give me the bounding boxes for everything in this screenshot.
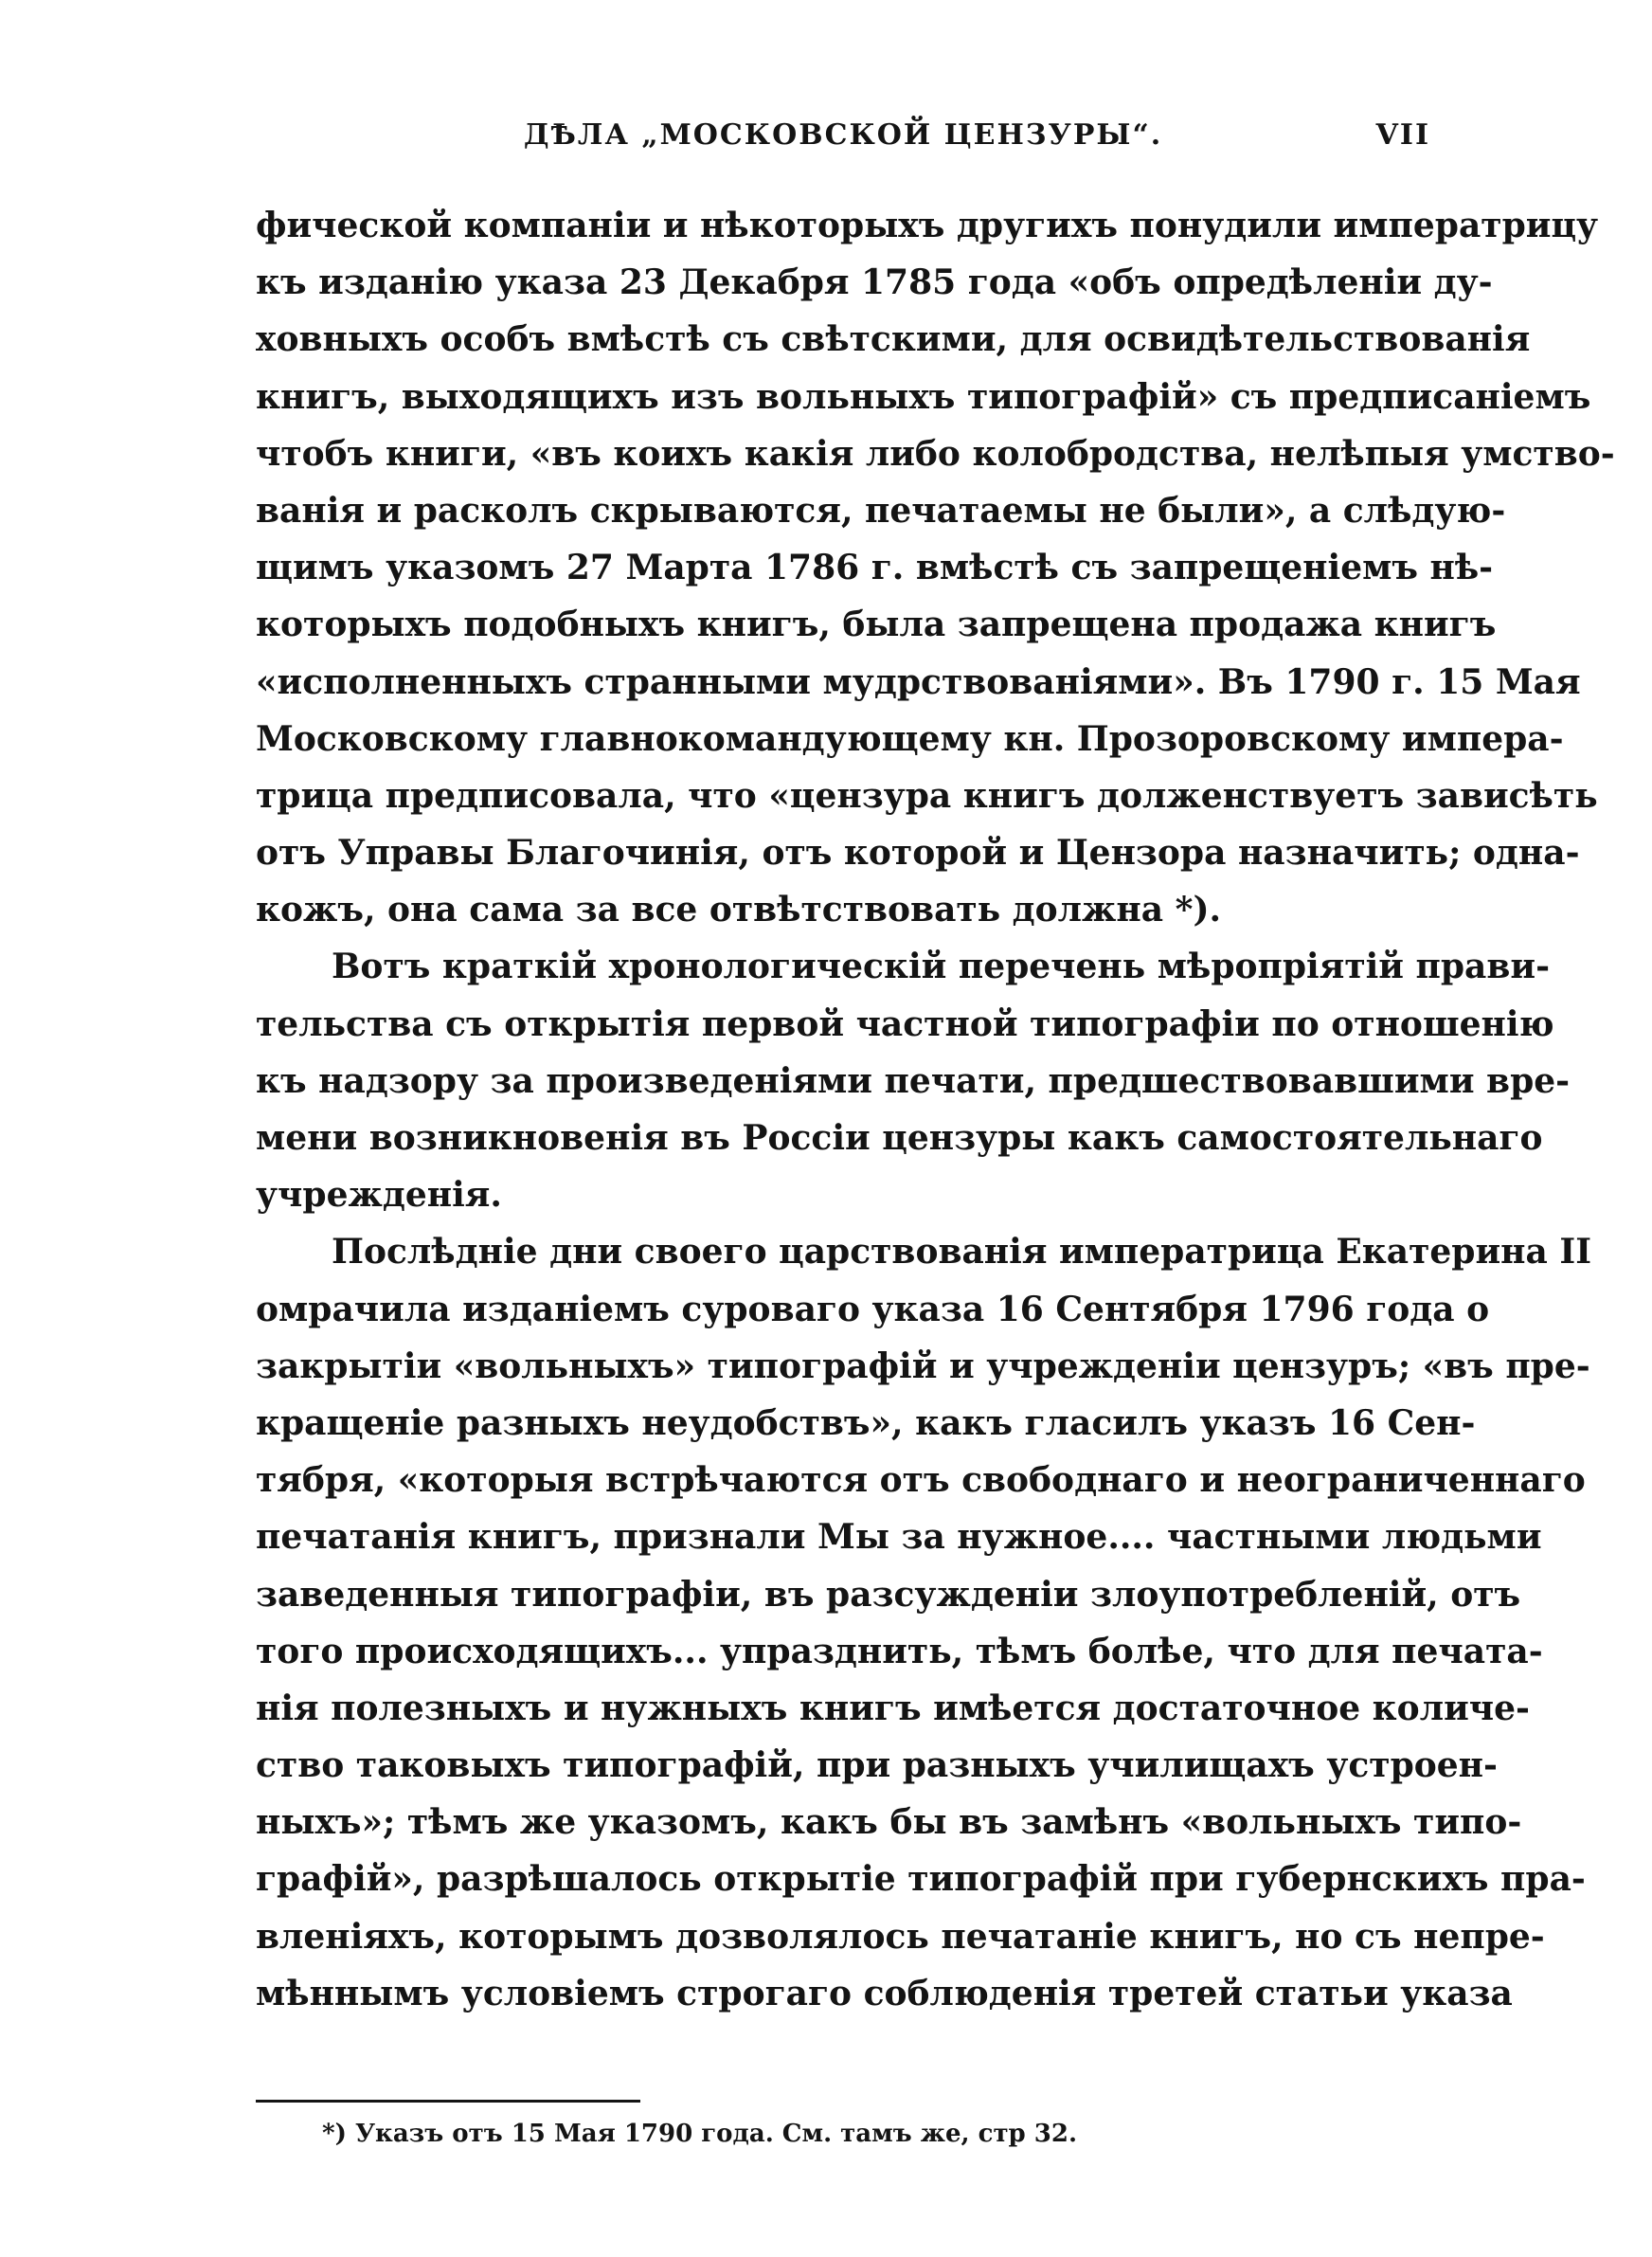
text-line: Московскому главнокомандующему кн. Прозоровскому импера-: [256, 718, 1564, 759]
text-line: трица предписовала, что «цензура книгъ долженствуетъ зависѣть: [256, 775, 1598, 816]
text-line: «исполненныхъ странными мудрствованіями». Въ 1790 г. 15 Мая: [256, 661, 1581, 702]
footnote: *) Указъ отъ 15 Мая 1790 года. См. тамъ же, стр 32.: [322, 2120, 1078, 2148]
text-line: нія полезныхъ и нужныхъ книгъ имѣется достаточное количе-: [256, 1688, 1530, 1728]
text-line: кращеніе разныхъ неудобствъ», какъ гласилъ указъ 16 Сен-: [256, 1402, 1476, 1443]
paragraph-first-line: Послѣдніе дни своего царствованія императрица Екатерина II: [332, 1232, 1592, 1273]
text-line: тельства съ открытія первой частной типографіи по отношенію: [256, 1003, 1554, 1044]
text-line: которыхъ подобныхъ книгъ, была запрещена продажа книгъ: [256, 605, 1497, 645]
text-line: заведенныя типографіи, въ разсужденіи злоупотребленій, отъ: [256, 1574, 1521, 1615]
text-line: ныхъ»; тѣмъ же указомъ, какъ бы въ замѣнъ «вольныхъ типо-: [256, 1802, 1522, 1843]
footnote-divider: [256, 2100, 640, 2103]
text-line: того происходящихъ... упразднить, тѣмъ болѣе, что для печата-: [256, 1631, 1543, 1671]
running-head: [256, 112, 1430, 159]
text-line: отъ Управы Благочинія, отъ которой и Цензора назначить; одна-: [256, 833, 1580, 874]
text-line: закрытіи «вольныхъ» типографій и учрежденіи цензуръ; «въ пре-: [256, 1345, 1590, 1386]
text-line: къ надзору за произведеніями печати, предшествовавшими вре-: [256, 1060, 1571, 1101]
text-line: щимъ указомъ 27 Марта 1786 г. вмѣстѣ съ запрещеніемъ нѣ-: [256, 548, 1494, 588]
running-title: ДѢЛА „МОСКОВСКОЙ ЦЕНЗУРЫ“.: [523, 118, 1163, 152]
text-line: тября, «которыя встрѣчаются отъ свободнаго и неограниченнаго: [256, 1460, 1586, 1501]
text-line: мѣннымъ условіемъ строгаго соблюденія третей статьи указа: [256, 1973, 1513, 2013]
text-line: вленіяхъ, которымъ дозволялось печатаніе книгъ, но съ непре-: [256, 1916, 1545, 1957]
text-line: ховныхъ особъ вмѣстѣ съ свѣтскими, для освидѣтельствованія: [256, 319, 1531, 360]
text-line: кожъ, она сама за все отвѣтствовать должна *).: [256, 890, 1222, 930]
text-line: книгъ, выходящихъ изъ вольныхъ типографій» съ предписаніемъ: [256, 376, 1591, 417]
body-text: [256, 197, 1615, 2022]
paragraph-first-line: Вотъ краткій хронологическій перечень мѣропріятій прави-: [332, 947, 1551, 987]
text-line: омрачила изданіемъ суроваго указа 16 Сентября 1796 года о: [256, 1289, 1490, 1329]
text-line: фической компаніи и нѣкоторыхъ другихъ понудили императрицу: [256, 206, 1599, 245]
text-line: графій», разрѣшалось открытіе типографій при губернскихъ пра-: [256, 1859, 1586, 1900]
text-line: мени возникновенія въ Россіи цензуры какъ самостоятельнаго: [256, 1118, 1543, 1158]
text-line: ство таковыхъ типографій, при разныхъ училищахъ устроен-: [256, 1745, 1498, 1786]
text-line: печатанія книгъ, признали Мы за нужное.... частными людьми: [256, 1517, 1542, 1558]
page-number: VII: [1375, 118, 1430, 152]
text-line: чтобъ книги, «въ коихъ какія либо колобродства, нелѣпыя умство-: [256, 433, 1615, 474]
text-line: къ изданію указа 23 Декабря 1785 года «объ опредѣленіи ду-: [256, 262, 1493, 303]
text-line: учрежденія.: [256, 1175, 502, 1216]
text-line: ванія и расколъ скрываются, печатаемы не были», а слѣдую-: [256, 490, 1506, 531]
